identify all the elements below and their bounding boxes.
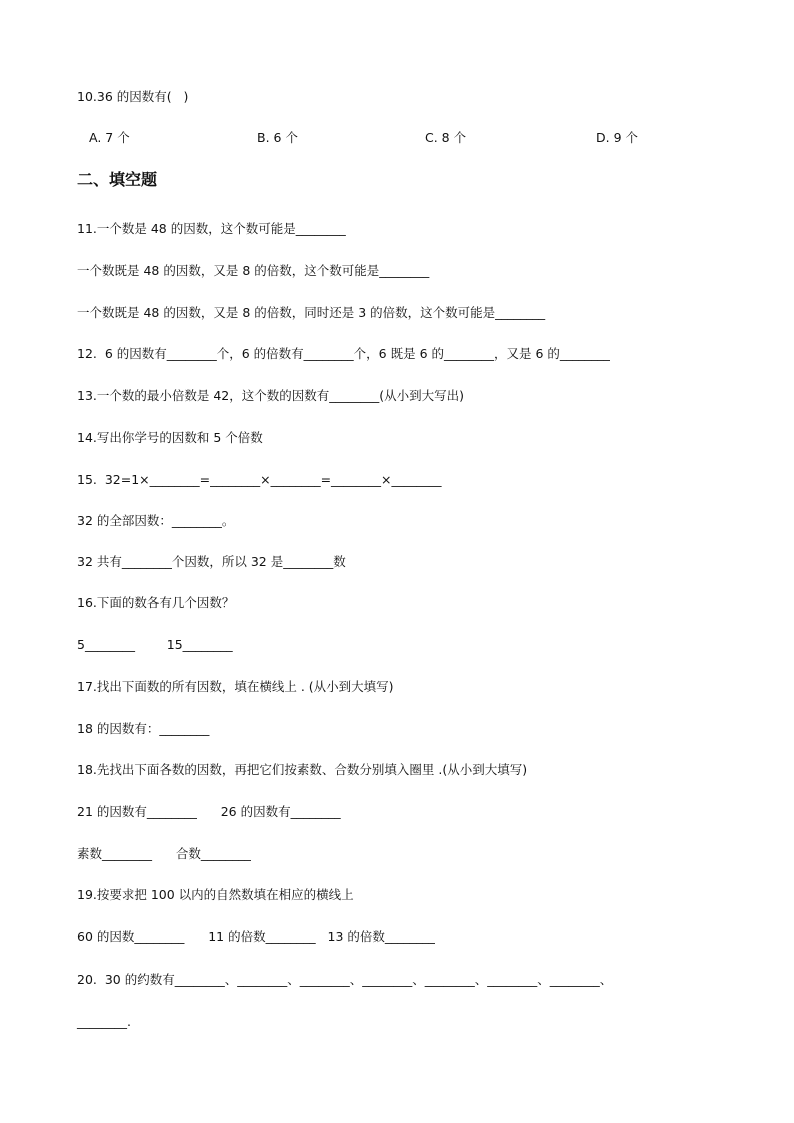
question-18-c: 素数________ 合数________ <box>77 846 251 861</box>
question-10-stem: 10.36 的因数有( ) <box>77 89 189 104</box>
question-17-b: 18 的因数有：________ <box>77 721 210 736</box>
question-19-b: 60 的因数________ 11 的倍数________ 13 的倍数________ <box>77 929 435 944</box>
question-20-a: 20. 30 的约数有________、________、________、________、________、________、________、 <box>77 972 613 987</box>
question-15-a: 15. 32=1×________=________×________=________×________ <box>77 472 442 487</box>
question-16-b: 5________ 15________ <box>77 637 233 652</box>
question-18-a: 18.先找出下面各数的因数，再把它们按素数、合数分别填入圈里 .(从小到大填写) <box>77 762 528 777</box>
question-20-b: ________. <box>77 1014 131 1029</box>
question-13: 13.一个数的最小倍数是 42，这个数的因数有________(从小到大写出) <box>77 388 465 403</box>
question-12: 12. 6 的因数有________个，6 的倍数有________个，6 既是 6 的________，又是 6 的________ <box>77 346 610 361</box>
q10-option-a: A. 7 个 <box>89 130 130 145</box>
section-title: 二、填空题 <box>77 170 158 189</box>
question-11-a: 11.一个数是 48 的因数，这个数可能是________ <box>77 221 346 236</box>
question-15-c: 32 共有________个因数，所以 32 是________数 <box>77 554 346 569</box>
question-11-b: 一个数既是 48 的因数，又是 8 的倍数，这个数可能是________ <box>77 263 430 278</box>
q10-option-d: D. 9 个 <box>596 130 638 145</box>
question-19-a: 19.按要求把 100 以内的自然数填在相应的横线上 <box>77 887 354 902</box>
question-17-a: 17.找出下面数的所有因数，填在横线上 . (从小到大填写) <box>77 679 394 694</box>
q10-option-b: B. 6 个 <box>257 130 298 145</box>
question-15-b: 32 的全部因数：________。 <box>77 513 235 528</box>
question-11-c: 一个数既是 48 的因数，又是 8 的倍数，同时还是 3 的倍数，这个数可能是________ <box>77 305 546 320</box>
question-14: 14.写出你学号的因数和 5 个倍数 <box>77 430 263 445</box>
question-18-b: 21 的因数有________ 26 的因数有________ <box>77 804 341 819</box>
question-16-a: 16.下面的数各有几个因数？ <box>77 595 235 610</box>
q10-option-c: C. 8 个 <box>425 130 467 145</box>
